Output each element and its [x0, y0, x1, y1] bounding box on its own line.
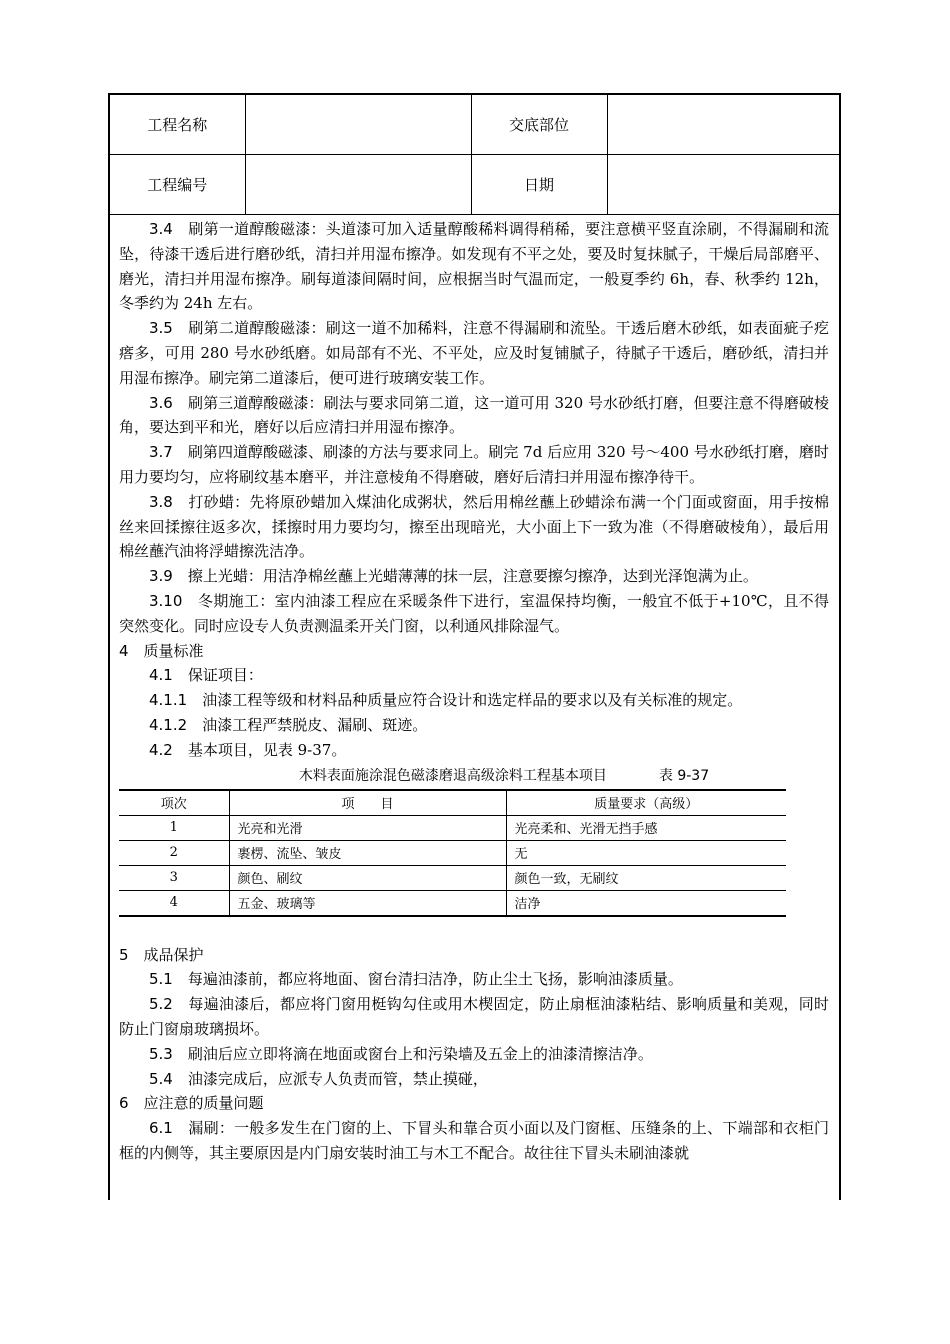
paragraph [119, 738, 829, 763]
paragraph-number: 3.6 [149, 393, 173, 412]
paragraph [119, 967, 829, 992]
section6-title: 6 应注意的质量问题 [119, 1094, 264, 1113]
date-label: 日期 [471, 155, 607, 215]
paragraph-number: 5.3 [149, 1044, 173, 1063]
table-caption-title: 木料表面施涂混色磁漆磨退高级涂料工程基本项目 [298, 767, 607, 784]
paragraph [119, 490, 829, 564]
paragraph-text: 每遍油漆后，都应将门窗用梃钩勾住或用木楔固定，防止扇框油漆粘结、影响质量和美观，同时防止门窗扇玻璃损坏。 [119, 995, 829, 1038]
project-no-value [245, 155, 471, 215]
paragraph-number: 3.5 [149, 319, 173, 338]
paragraph [119, 1116, 829, 1166]
paragraph-text: 刷油后应立即将滴在地面或窗台上和污染墙及五金上的油漆清擦洁净。 [187, 1044, 653, 1063]
paragraph [119, 440, 829, 490]
table-row [119, 890, 786, 916]
paragraph-number: 3.9 [149, 567, 173, 586]
handover-part-label: 交底部位 [471, 95, 607, 155]
paragraph [119, 564, 829, 589]
paragraph-number: 4.1.1 [149, 691, 188, 710]
paragraphs-section5 [119, 967, 829, 1091]
paragraph-text: 基本项目，见表 9-37。 [187, 740, 347, 759]
quality-table [119, 789, 786, 917]
table-row [119, 865, 786, 890]
paragraph [119, 713, 829, 738]
paragraph-number: 3.10 [149, 591, 183, 610]
cell-requirement: 洁净 [506, 890, 786, 916]
paragraph [119, 688, 829, 713]
cell-item: 光亮和光滑 [229, 815, 506, 840]
section5-title: 5 成品保护 [119, 945, 204, 964]
table-caption-number: 表 9-37 [658, 767, 710, 784]
paragraph-number: 5.2 [149, 995, 173, 1014]
paragraph-number: 3.8 [149, 492, 173, 511]
paragraph-text: 刷第四道醇酸磁漆、刷漆的方法与要求同上。刷完 7d 后应用 320 号～400 号水砂纸打磨，磨时用力要均匀，应将刷纹基本磨平，并注意棱角不得磨破，磨好后清扫并用湿布擦净待干。 [119, 443, 829, 486]
paragraph [119, 217, 829, 316]
paragraph-number: 3.7 [149, 443, 173, 462]
paragraph-text: 打砂蜡：先将原砂蜡加入煤油化成粥状，然后用棉丝蘸上砂蜡涂布满一个门面或窗面，用手按棉丝来回揉擦往返多次，揉擦时用力要均匀，擦至出现暗光，大小面上下一致为准（不得磨破棱角），最后用棉丝蘸汽油将浮蜡擦洗洁净。 [119, 492, 829, 561]
project-name-value [245, 95, 471, 155]
paragraph-text: 刷第一道醇酸磁漆：头道漆可加入适量醇酸稀料调得稍稀，要注意横平竖直涂刷，不得漏刷和流坠，待漆干透后进行磨砂纸，清扫并用湿布擦净。如发现有不平之处，要及时复抹腻子，干燥后局部磨平、磨光，清扫并用湿布擦净。刷每道漆间隔时间，应根据当时气温而定，一般夏季约 6h，春、秋季约 12h，冬季约为 24h 左右。 [119, 220, 829, 313]
paragraph-text: 油漆工程严禁脱皮、漏刷、斑迹。 [202, 715, 428, 734]
paragraph [119, 992, 829, 1042]
paragraph [119, 391, 829, 441]
table-row [119, 815, 786, 840]
paragraph-text: 刷第二道醇酸磁漆：刷这一道不加稀料，注意不得漏刷和流坠。干透后磨木砂纸，如表面疵子疙瘩多，可用 280 号水砂纸磨。如局部有不光、不平处，应及时复铺腻子，待腻子干透后，磨砂纸，清扫并用湿布擦净。刷完第二道漆后，便可进行玻璃安装工作。 [119, 319, 829, 387]
paragraphs-section3 [119, 217, 829, 639]
paragraph-number: 4.1.2 [149, 715, 188, 734]
cell-index: 1 [119, 815, 229, 840]
cell-requirement: 颜色一致，无刷纹 [506, 865, 786, 890]
content-body [110, 215, 839, 1166]
cell-requirement: 光亮柔和、光滑无挡手感 [506, 815, 786, 840]
paragraph-text: 每遍油漆前，都应将地面、窗台清扫洁净，防止尘土飞扬，影响油漆质量。 [187, 970, 683, 989]
paragraphs-section6 [119, 1116, 829, 1166]
paragraph-number: 3.4 [149, 220, 173, 238]
paragraph-number: 4.1 [149, 666, 173, 685]
paragraph [119, 589, 829, 639]
col-header-requirement: 质量要求（高级） [506, 790, 786, 816]
section4-title: 4 质量标准 [119, 641, 204, 660]
paragraph-number: 4.2 [149, 740, 173, 759]
cell-requirement: 无 [506, 840, 786, 865]
project-no-label: 工程编号 [110, 155, 245, 215]
paragraph [119, 663, 829, 688]
table-row [119, 840, 786, 865]
paragraph-text: 漏刷：一般多发生在门窗的上、下冒头和靠合页小面以及门窗框、压缝条的上、下端部和衣柜门框的内侧等，其主要原因是内门扇安装时油工与木工不配合。故往往下冒头未刷油漆就 [119, 1119, 829, 1162]
handover-part-value [607, 95, 839, 155]
header-table [110, 95, 839, 215]
paragraph-text: 冬期施工：室内油漆工程应在采暖条件下进行，室温保持均衡，一般宜不低于+10℃，且不得突然变化。同时应设专人负责测温柔开关门窗，以利通风排除湿气。 [119, 591, 829, 635]
col-header-index: 项次 [119, 790, 229, 816]
paragraph-text: 油漆工程等级和材料品种质量应符合设计和选定样品的要求以及有关标准的规定。 [202, 691, 743, 710]
paragraph-text: 擦上光蜡：用洁净棉丝蘸上光蜡薄薄的抹一层，注意要擦匀擦净，达到光泽饱满为止。 [187, 567, 758, 586]
paragraph-number: 5.4 [149, 1069, 173, 1088]
paragraphs-section4 [119, 663, 829, 762]
cell-item: 五金、玻璃等 [229, 890, 506, 916]
document-frame [108, 93, 841, 1200]
paragraph-text: 油漆完成后，应派专人负责而管，禁止摸碰， [187, 1069, 488, 1088]
cell-index: 2 [119, 840, 229, 865]
paragraph-number: 6.1 [149, 1119, 173, 1138]
cell-item: 颜色、刷纹 [229, 865, 506, 890]
cell-index: 4 [119, 890, 229, 916]
date-value [607, 155, 839, 215]
paragraph-text: 保证项目： [187, 666, 263, 685]
table-caption [119, 766, 829, 786]
paragraph-number: 5.1 [149, 970, 173, 989]
col-header-item: 项 目 [229, 790, 506, 816]
quality-table-body [119, 815, 786, 916]
cell-item: 裹楞、流坠、皱皮 [229, 840, 506, 865]
paragraph [119, 316, 829, 390]
paragraph-text: 刷第三道醇酸磁漆：刷法与要求同第二道，这一道可用 320 号水砂纸打磨，但要注意不得磨破棱角，要达到平和光，磨好以后应清扫并用湿布擦净。 [119, 393, 829, 437]
cell-index: 3 [119, 865, 229, 890]
paragraph [119, 1067, 829, 1092]
project-name-label: 工程名称 [110, 95, 245, 155]
paragraph [119, 1042, 829, 1067]
